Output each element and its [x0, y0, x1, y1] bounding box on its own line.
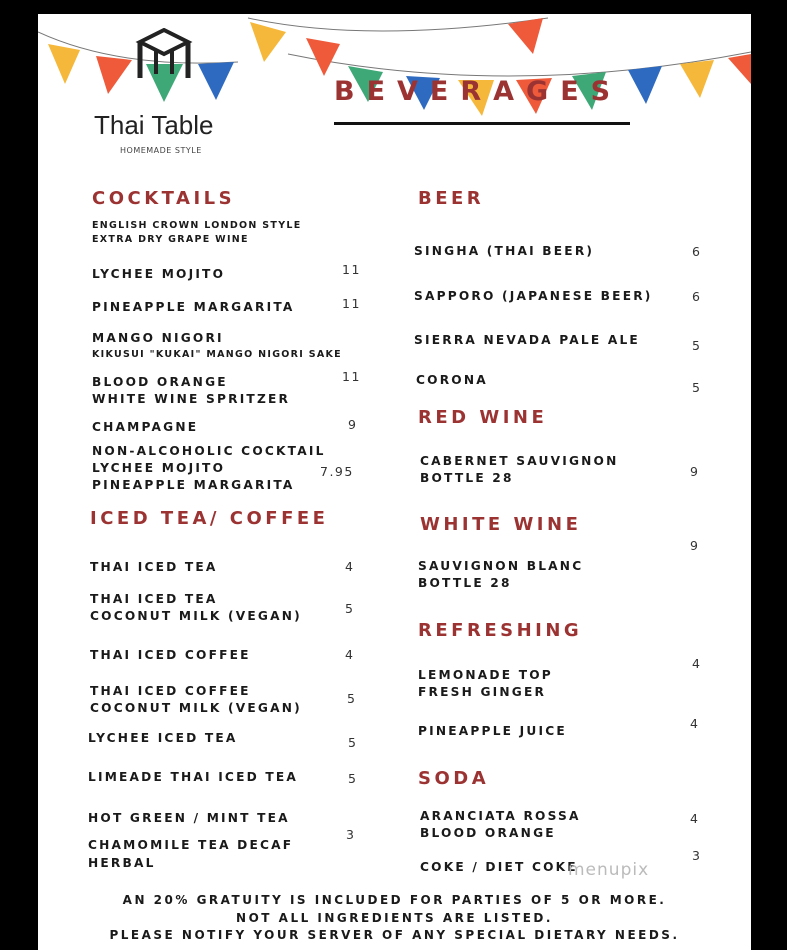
menu-item-name: CORONA [416, 373, 488, 387]
menu-item-price: 3 [692, 848, 702, 863]
menu-item-price: 4 [345, 647, 355, 662]
bunting-flag [250, 22, 286, 62]
menu-item-price: 9 [690, 464, 700, 479]
menu-item-price: 11 [342, 296, 361, 311]
menu-item-name: SIERRA NEVADA PALE ALE [414, 333, 640, 347]
menu-item-name: SAUVIGNON BLANC BOTTLE 28 [418, 559, 584, 590]
menu-item-name: PINEAPPLE JUICE [418, 724, 567, 738]
menu-item-price: 5 [692, 380, 702, 395]
menu-page [38, 14, 751, 950]
bunting-flag [628, 66, 662, 104]
menu-item-name: LYCHEE ICED TEA [88, 731, 238, 745]
table-icon [134, 28, 194, 80]
cocktails-intro: ENGLISH CROWN LONDON STYLE EXTRA DRY GRAPE WINE [92, 220, 302, 245]
bunting-flag [306, 38, 340, 76]
menu-item-price: 5 [347, 691, 357, 706]
section-heading-red-wine: RED WINE [418, 407, 548, 428]
menu-item-price: 6 [692, 289, 702, 304]
footer-dietary: PLEASE NOTIFY YOUR SERVER OF ANY SPECIAL DIETARY NEEDS. [109, 928, 680, 942]
section-heading-refreshing: REFRESHING [418, 620, 583, 641]
section-heading-white-wine: WHITE WINE [420, 514, 582, 535]
menu-item-price: 9 [348, 417, 358, 432]
menu-item-name: CHAMPAGNE [92, 420, 199, 434]
menu-item-price: 5 [692, 338, 702, 353]
menu-item-price: 5 [348, 771, 358, 786]
watermark: menupix [568, 860, 650, 880]
menu-item-name: THAI ICED COFFEE COCONUT MILK (VEGAN) [90, 684, 302, 715]
bunting-flag [508, 18, 543, 54]
menu-item-price: 4 [690, 811, 700, 826]
menu-item-price: 3 [346, 827, 356, 842]
menu-item-name: THAI ICED TEA [90, 560, 218, 574]
menu-item-name: CABERNET SAUVIGNON BOTTLE 28 [420, 454, 619, 485]
title-underline [334, 122, 630, 125]
menu-item-name: MANGO NIGORI [92, 331, 224, 345]
menu-item-name: HOT GREEN / MINT TEA CHAMOMILE TEA DECAF HERBAL [88, 811, 294, 870]
menu-item-price: 11 [342, 262, 361, 277]
menu-item-note: KIKUSUI "KUKAI" MANGO NIGORI SAKE [92, 349, 342, 360]
section-heading-cocktails: COCKTAILS [92, 188, 236, 209]
menu-item-name: LEMONADE TOP FRESH GINGER [418, 668, 553, 699]
page-title: BEVERAGES [334, 76, 623, 107]
menu-item-price: 4 [690, 716, 700, 731]
menu-item-name: THAI ICED TEA COCONUT MILK (VEGAN) [90, 592, 302, 623]
bunting-flag [96, 56, 132, 94]
menu-item-price: 9 [690, 538, 700, 553]
menu-item-price: 11 [342, 369, 361, 384]
menu-item-name: LYCHEE MOJITO [92, 267, 226, 281]
menu-item-name: SAPPORO (JAPANESE BEER) [414, 289, 653, 303]
menu-item-price: 5 [345, 601, 355, 616]
section-heading-soda: SODA [418, 768, 490, 789]
menu-item-name: SINGHA (THAI BEER) [414, 244, 595, 258]
bunting-flag [198, 62, 234, 100]
brand-name: Thai Table [94, 110, 214, 140]
brand-tagline: HOMEMADE STYLE [120, 146, 202, 155]
menu-item-price: 4 [692, 656, 702, 671]
menu-item-name: THAI ICED COFFEE [90, 648, 251, 662]
section-heading-beer: BEER [418, 188, 485, 209]
footer-ingredients: NOT ALL INGREDIENTS ARE LISTED. [236, 910, 553, 925]
menu-item-name: NON-ALCOHOLIC COCKTAIL LYCHEE MOJITO PINEAPPLE MARGARITA [92, 444, 326, 492]
menu-item-name: ARANCIATA ROSSA BLOOD ORANGE [420, 809, 581, 840]
menu-item-price: 7.95 [320, 464, 354, 479]
menu-item-name: BLOOD ORANGE WHITE WINE SPRITZER [92, 375, 291, 406]
footer-gratuity: AN 20% GRATUITY IS INCLUDED FOR PARTIES OF 5 OR MORE. [122, 893, 667, 907]
menu-item-price: 6 [692, 244, 702, 259]
bunting-flag [48, 44, 80, 84]
bunting-flag [680, 60, 714, 98]
footer-notes [38, 892, 751, 945]
menu-item-name: LIMEADE THAI ICED TEA [88, 770, 299, 784]
section-heading-iced-tea: ICED TEA/ COFFEE [90, 508, 329, 529]
menu-item-price: 5 [348, 735, 358, 750]
menu-item-name: COKE / DIET COKE [420, 860, 578, 874]
menu-item-price: 4 [345, 559, 355, 574]
bunting-flag [728, 54, 751, 84]
menu-item-name: PINEAPPLE MARGARITA [92, 300, 295, 314]
